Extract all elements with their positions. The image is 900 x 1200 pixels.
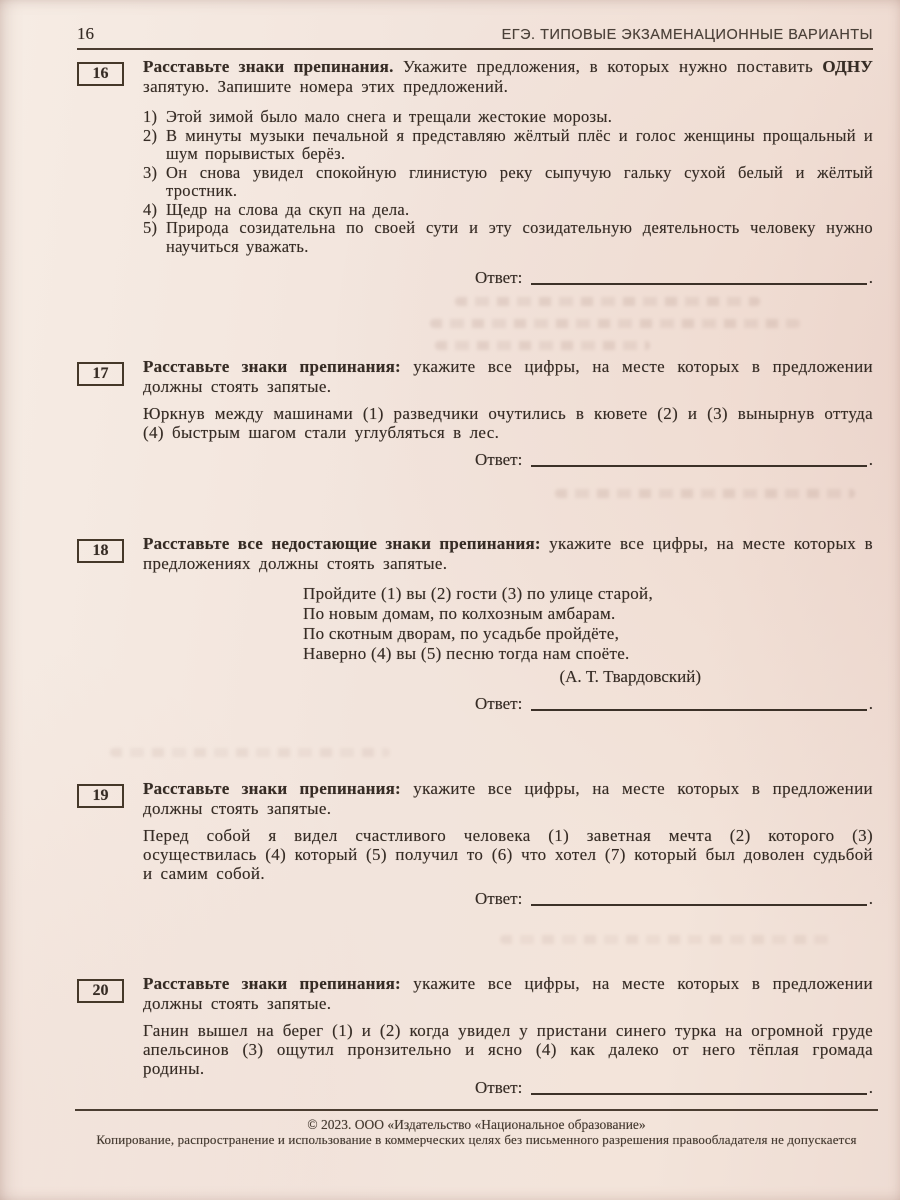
scan-bleed-artifact [500,935,830,944]
question-content [143,779,873,909]
item-text: В минуты музыки печальной я представляю жёлтый плёс и голос женщины прощальный и шум порывистых берёз. [166,125,873,163]
question-content [143,357,873,470]
prompt-rest: укажите все цифры, на месте которых в предложениях должны стоять запятые. [143,534,873,573]
question-content [143,534,873,714]
footer-notice: Копирование, распространение и использование в коммерческих целях без письменного разрешения правообладателя не допускается [96,1132,857,1147]
answer-row [475,694,873,714]
answer-line [531,283,866,285]
answer-period: . [868,694,873,713]
footer-copyright: © 2023. ООО «Издательство «Национальное образование» [307,1117,646,1132]
question-number-box [77,362,124,386]
answer-line [531,709,866,711]
question-number-box [77,62,124,86]
list-item [143,201,873,220]
item-text: Щедр на слова да скуп на дела. [166,199,410,219]
question-prompt [143,779,873,819]
question-17 [77,357,873,470]
answer-label: Ответ: [475,889,523,908]
answer-label: Ответ: [475,268,523,287]
question-number: 19 [92,787,109,804]
question-number-box [77,979,124,1003]
prompt-lead: Расставьте знаки препинания: [143,357,401,376]
answer-line [531,1093,866,1095]
scan-bleed-artifact [110,748,390,757]
list-item [143,164,873,201]
list-item [143,127,873,164]
answer-line [531,904,866,906]
question-number: 18 [92,542,109,559]
scan-bleed-artifact [455,297,760,306]
question-20 [77,974,873,1098]
sentence-list [143,108,873,256]
question-19 [77,779,873,909]
item-number: 4) [143,199,158,219]
answer-label: Ответ: [475,694,523,713]
scan-bleed-artifact [430,319,800,328]
prompt-rest: Укажите предложения, в которых нужно поставить [393,57,823,76]
list-item [143,219,873,256]
poem-line: По скотным дворам, по усадьбе пройдёте, [303,624,620,643]
answer-label: Ответ: [475,1078,523,1097]
answer-row [475,889,873,909]
page-header [77,24,873,50]
item-text: Он снова увидел спокойную глинистую реку сыпучую гальку сухой белый и жёлтый тростник. [166,162,873,200]
question-prompt [143,974,873,1014]
question-number-box [77,784,124,808]
prompt-rest: укажите все цифры, на месте которых в предложении должны стоять запятые. [143,974,873,1013]
answer-row [475,450,873,470]
question-prompt [143,534,873,574]
poem [303,584,873,664]
question-sentence: Перед собой я видел счастливого человека (1) заветная мечта (2) которого (3) осуществилась (4) который (5) получил то (6) что хотел (7) который был доволен судьбой и самим собой. [143,826,873,883]
prompt-lead: Расставьте знаки препинания: [143,779,401,798]
item-number: 2) [143,125,158,145]
question-number: 17 [92,365,109,382]
prompt-lead: Расставьте знаки препинания: [143,974,401,993]
question-number: 20 [92,982,109,999]
item-text: Природа созидательна по своей сути и эту созидательную деятельность человеку нужно научиться уважать. [166,218,873,256]
item-text: Этой зимой было мало снега и трещали жестокие морозы. [166,107,613,126]
question-prompt [143,357,873,397]
question-number-box [77,539,124,563]
poem-line: По новым домам, по колхозным амбарам. [303,604,616,623]
prompt-rest: укажите все цифры, на месте которых в предложении должны стоять запятые. [143,357,873,396]
question-sentence: Юркнув между машинами (1) разведчики очутились в кювете (2) и (3) вынырнув оттуда (4) быстрым шагом стали углубляться в лес. [143,404,873,442]
prompt-lead: Расставьте знаки препинания. [143,57,394,76]
answer-row [475,268,873,288]
question-prompt [143,57,873,97]
answer-period: . [868,1078,873,1097]
answer-period: . [868,268,873,287]
header-title: ЕГЭ. ТИПОВЫЕ ЭКЗАМЕНАЦИОННЫЕ ВАРИАНТЫ [501,27,873,43]
question-16 [77,57,873,288]
page-number: 16 [77,24,94,43]
answer-row [475,1078,873,1098]
poem-line: Наверно (4) вы (5) песню тогда нам споёте. [303,644,630,663]
question-sentence: Ганин вышел на берег (1) и (2) когда увидел у пристани синего турка на огромной груде апельсинов (3) ощутил пронзительно и ясно (4) как далеко от него тёплая громада родины. [143,1021,873,1078]
question-18 [77,534,873,714]
question-content [143,974,873,1098]
scan-bleed-artifact [555,489,855,498]
item-number: 3) [143,162,158,182]
prompt-rest: укажите все цифры, на месте которых в предложении должны стоять запятые. [143,779,873,818]
answer-line [531,465,866,467]
prompt-lead: Расставьте все недостающие знаки препинания: [143,534,541,553]
prompt-rest-2: запятую. Запишите номера этих предложений. [143,77,509,96]
poem-line: Пройдите (1) вы (2) гости (3) по улице старой, [303,584,654,603]
answer-period: . [868,889,873,908]
answer-period: . [868,450,873,469]
list-item [143,108,873,127]
prompt-emphasis: ОДНУ [822,57,873,76]
item-number: 1) [143,107,158,126]
question-number: 16 [92,65,109,82]
page-footer [75,1109,878,1147]
scan-bleed-artifact [435,341,650,350]
answer-label: Ответ: [475,450,523,469]
question-content [143,57,873,288]
item-number: 5) [143,218,158,237]
poem-attribution: (А. Т. Твардовский) [559,667,701,686]
